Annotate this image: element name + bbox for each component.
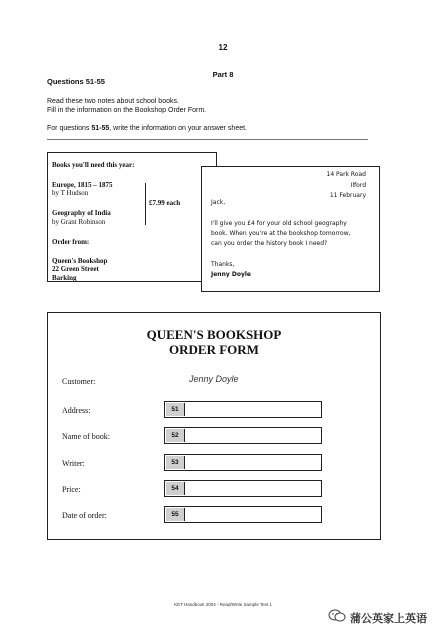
address-answer[interactable] — [187, 402, 319, 417]
wechat-icon — [328, 609, 346, 622]
questions-title: Questions 51-55 — [47, 77, 105, 86]
divider — [47, 139, 368, 140]
price-field[interactable] — [164, 480, 322, 497]
customer-value: Jenny Doyle — [189, 374, 239, 384]
answer-instruction-before: For questions — [47, 125, 92, 132]
address-line-2: Ilford — [350, 182, 366, 189]
note-heading: Books you'll need this year: — [52, 161, 135, 169]
note-date: 11 February — [329, 192, 366, 199]
order-form — [47, 312, 381, 540]
customer-label: Customer: — [62, 377, 96, 386]
book-name-answer[interactable] — [187, 428, 319, 443]
question-number-55: 55 — [166, 508, 185, 521]
jenny-note — [201, 166, 380, 292]
answer-instruction-range: 51-55 — [91, 125, 110, 132]
note-greeting: Jack, — [211, 199, 226, 206]
page-number: 12 — [218, 43, 228, 52]
question-number-54: 54 — [166, 482, 185, 495]
shop-name: Queen's Bookshop — [52, 257, 108, 265]
address-label: Address: — [62, 406, 91, 415]
bracket-line — [145, 183, 146, 225]
address-field[interactable] — [164, 401, 322, 418]
order-date-label: Date of order: — [62, 511, 107, 520]
form-title — [48, 327, 380, 357]
book2-title: Geography of India — [52, 209, 111, 217]
form-title-line-2: ORDER FORM — [169, 342, 259, 357]
note-signature: Jenny Doyle — [211, 271, 251, 278]
book1-title: Europe, 1815 – 1875 — [52, 181, 113, 189]
writer-answer[interactable] — [187, 455, 319, 470]
instruction-line-2: Fill in the information on the Bookshop Order Form. — [47, 107, 207, 114]
note-closing: Thanks, — [211, 261, 235, 268]
page-footer: KET Handbook 2004 - Read/Write Sample Test 1 — [174, 602, 272, 607]
watermark-text: 蒲公英家上英语 — [350, 613, 427, 625]
note-body-line-1: I'll give you £4 for your old school geography — [211, 220, 347, 227]
form-title-line-1: QUEEN'S BOOKSHOP — [146, 327, 282, 342]
order-date-field[interactable] — [164, 506, 322, 523]
shop-town: Barking — [52, 274, 77, 282]
answer-instruction-after: , write the information on your answer sheet. — [109, 125, 247, 132]
address-line-1: 14 Park Road — [326, 171, 366, 178]
question-number-53: 53 — [166, 456, 185, 469]
question-number-51: 51 — [166, 403, 185, 416]
answer-instruction — [47, 124, 247, 133]
writer-label: Writer: — [62, 459, 85, 468]
question-number-52: 52 — [166, 429, 185, 442]
book-name-field[interactable] — [164, 427, 322, 444]
watermark — [328, 610, 427, 626]
price-answer[interactable] — [187, 481, 319, 496]
note-body-line-2: book. When you're at the bookshop tomorrow, — [211, 230, 351, 237]
order-from-label: Order from: — [52, 238, 90, 246]
book-price: £7.99 each — [149, 199, 181, 207]
writer-field[interactable] — [164, 454, 322, 471]
book-list-note — [47, 152, 217, 282]
instruction-line-1: Read these two notes about school books. — [47, 98, 179, 105]
book1-author: by T Hudson — [52, 189, 89, 197]
book-name-label: Name of book: — [62, 432, 110, 441]
book2-author: by Grant Robinson — [52, 218, 106, 226]
part-heading: Part 8 — [212, 70, 234, 79]
price-label: Price: — [62, 485, 81, 494]
shop-street: 22 Green Street — [52, 265, 99, 273]
order-date-answer[interactable] — [187, 507, 319, 522]
note-body-line-3: can you order the history book I need? — [211, 240, 328, 247]
